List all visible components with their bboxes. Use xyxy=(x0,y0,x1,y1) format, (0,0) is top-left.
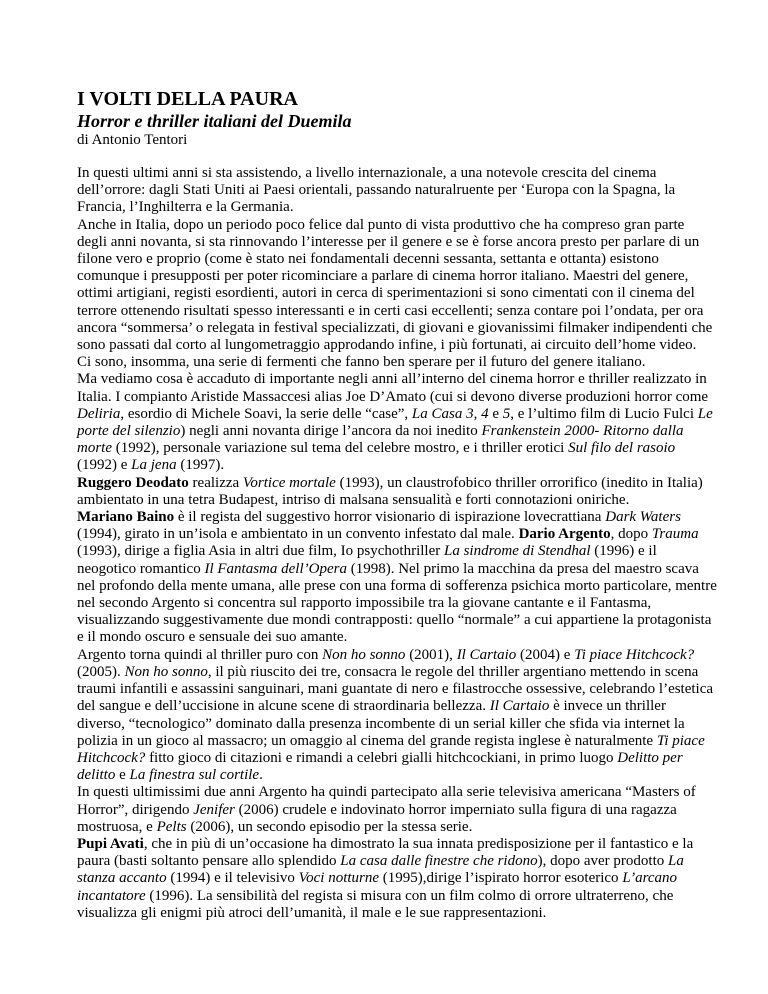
italic-title: Delitto per delitto xyxy=(77,749,683,784)
text-run: (2005). xyxy=(77,663,125,680)
text-run: (1993), un claustrofobico thriller orrorifico (inedito in Italia) ambientato in una tetra Budapest, intriso di malsana sensualità e forti connotazioni oniriche. xyxy=(77,474,703,508)
italic-title: L’arcano incantatore xyxy=(77,870,678,904)
body-paragraph xyxy=(77,509,717,647)
text-run: , che in più di un’occasione ha dimostrato la sua innata predisposizione per il fantastico e la paura (basti soltanto pensare allo splendido xyxy=(77,835,694,870)
text-run: , xyxy=(473,405,482,422)
text-run: (2001), xyxy=(405,646,457,663)
text-run: , esordio di Michele Soavi, la serie delle “case”, xyxy=(120,405,412,422)
italic-title: Il Cartaio xyxy=(489,698,550,715)
italic-title: Il Fantasma dell’Opera xyxy=(204,560,347,577)
bold-name: Pupi Avati xyxy=(77,835,144,852)
text-run: , il più riuscito dei tre, consacra le regole del thriller argentiano mettendo in scena traumi infantili e assassini sanguinari, mani guantate di nero e filastrocche ossessive, celebrando l’estetica del sangue e dell’uccisione in alcune scene di straordinaria bellezza. xyxy=(77,663,714,715)
text-run: , e l’ultimo film di Lucio Fulci xyxy=(510,405,698,422)
body-paragraph xyxy=(77,647,717,785)
document-page xyxy=(77,88,717,922)
document-subtitle: Horror e thriller italiani del Duemila xyxy=(77,111,352,131)
body-paragraph xyxy=(77,784,717,836)
bold-name: Mariano Baino xyxy=(77,509,175,526)
text-run: (1994), girato in un’isola e ambientato in un convento infestato dal male. xyxy=(77,526,519,543)
italic-title: La jena xyxy=(131,457,177,474)
italic-title: La Casa 3 xyxy=(411,405,474,422)
italic-title: La stanza accanto xyxy=(77,853,684,887)
italic-title: Deliria xyxy=(77,405,121,422)
body-paragraph xyxy=(77,475,717,509)
italic-title: La sindrome di Stendhal xyxy=(444,543,591,560)
italic-title: Jenifer xyxy=(193,801,235,818)
bold-name: Ruggero Deodato xyxy=(77,474,189,491)
text-run: Argento torna quindi al thriller puro con xyxy=(77,646,323,663)
text-run: Ma vediamo cosa è accaduto di importante negli anni all’interno del cinema horror e thriller realizzato in Italia. I compianto Aristide Massaccesi alias Joe D’Amato (cui si devono diverse produzioni horror come xyxy=(77,371,709,405)
article-body xyxy=(77,165,717,922)
text-run: (1996) e il neogotico romantico xyxy=(77,543,657,577)
author-byline: di Antonio Tentori xyxy=(77,132,188,148)
text-run: ) negli anni novanta dirige l’ancora da noi inedito xyxy=(180,423,482,440)
italic-title: La casa dalle finestre che ridono xyxy=(340,853,538,870)
text-run: (1996). La sensibilità del regista si misura con un film colmo di orrore ultraterreno, che visualizza gli enigmi più atroci dell’umanità, il male e le sue rappresentazioni. xyxy=(77,887,674,921)
text-run: (1993), dirige a figlia Asia in altri due film, Io psychothriller xyxy=(77,543,444,560)
text-run: e xyxy=(115,767,130,784)
text-run: (2006) crudele e indovinato horror imperniato sulla figura di una ragazza mostruosa, e xyxy=(77,801,677,835)
text-run: fitto gioco di citazioni e rimandi a celebri gialli hitchcockiani, in primo luogo xyxy=(145,749,618,766)
body-paragraph xyxy=(77,354,717,371)
text-run: Ci sono, insomma, una serie di fermenti che fanno ben sperare per il futuro del genere italiano. xyxy=(77,354,646,371)
body-paragraph xyxy=(77,836,717,922)
italic-title: Le porte del silenzio xyxy=(77,405,713,440)
body-paragraph xyxy=(77,371,717,474)
italic-title: Pelts xyxy=(156,818,187,835)
italic-title: 5 xyxy=(502,405,511,422)
document-title: I VOLTI DELLA PAURA xyxy=(77,88,298,110)
text-run: (1992) e xyxy=(77,457,132,474)
text-run: (2004) e xyxy=(516,646,575,663)
text-run: è invece un thriller diverso, “tecnologico” dominato dalla presenza incombente di un serial killer che sfida via internet la polizia in un gioco al massacro; un omaggio al cinema del grande regista inglese è naturalmente xyxy=(77,698,685,749)
body-paragraph xyxy=(77,217,717,355)
bold-name: Dario Argento xyxy=(518,526,611,543)
text-run: (1994) e il televisivo xyxy=(166,870,299,887)
body-paragraph xyxy=(77,165,717,217)
text-run: è il regista del suggestivo horror visionario di ispirazione lovecrattiana xyxy=(174,509,606,526)
italic-title: Non ho sonno xyxy=(322,646,406,663)
text-run: In questi ultimissimi due anni Argento ha quindi partecipato alla serie televisiva americana “Masters of Horror”, dirigendo xyxy=(77,784,696,818)
text-run: ), dopo aver prodotto xyxy=(537,853,668,870)
text-run: Anche in Italia, dopo un periodo poco felice dal punto di vista produttivo che ha compreso gran parte degli anni novanta, si sta rinnovando l’interesse per il genere e se è forse ancora presto per parlare di un filone vero e proprio (come è stato nei fondamentali decenni sessanta, settanta e ottanta) esistono comunque i presupposti per poter ricominciare a parlare di cinema horror italiano. Maestri del genere, ottimi artigiani, registi esordienti, autori in cerca di sperimentazioni si sono cimentati con il cinema del terrore ottenendo risultati spesso interessanti e in certi casi eccellenti; senza contare poi l’ondata, per ora ancora “sommersa’ o relegata in festival specializzati, di giovani e giovanissimi filmaker indipendenti che sono passati dal corto al lungometraggio approdando infine, i più fortunati, ai circuito dell’home video. xyxy=(77,216,713,354)
italic-title: Sul filo del rasoio xyxy=(568,440,676,457)
italic-title: Dark Waters xyxy=(605,509,681,526)
text-run: (1997). xyxy=(176,457,225,474)
italic-title: Frankenstein 2000- Ritorno dalla morte xyxy=(77,423,684,457)
italic-title: Voci notturne xyxy=(298,870,380,887)
italic-title: Ti piace Hitchcock? xyxy=(574,646,695,663)
text-run: (1998). Nel primo la macchina da presa del maestro scava nel profondo della mente umana, alle prese con una forma di sofferenza psichica morto particolare, mentre nel secondo Argento si concentra sul rapporto impossibile tra la giovane cantante e il Fantasma, visualizzando suggestivamente due mondi contrapposti: quello “normale” a cui appartiene la protagonista e il mondo oscuro e sensuale dei suo amante. xyxy=(77,560,717,646)
italic-title: 4 xyxy=(481,405,489,422)
text-run: (2006), un secondo episodio per la stessa serie. xyxy=(186,818,473,835)
text-run: In questi ultimi anni si sta assistendo, a livello internazionale, a una notevole crescita del cinema dell’orrore: dagli Stati Uniti ai Paesi orientali, passando naturalruente per ‘Europa con la Spagna, la Francia, l’Inghilterra e la Germania. xyxy=(77,165,676,216)
italic-title: Ti piace Hitchcock? xyxy=(77,732,705,766)
italic-title: Non ho sonno xyxy=(124,663,208,680)
italic-title: La finestra sul cortile xyxy=(129,767,260,784)
text-run: , dopo xyxy=(610,526,652,543)
italic-title: Vortice mortale xyxy=(242,474,336,491)
text-run: realizza xyxy=(188,474,243,491)
text-run: (1995),dirige l’ispirato horror esoterico xyxy=(379,870,623,887)
text-run: . xyxy=(259,767,263,784)
italic-title: Trauma xyxy=(651,526,699,543)
text-run: e xyxy=(488,405,503,422)
italic-title: Il Cartaio xyxy=(456,646,517,663)
text-run: (1992), personale variazione sul tema del celebre mostro, e i thriller erotici xyxy=(112,440,569,457)
